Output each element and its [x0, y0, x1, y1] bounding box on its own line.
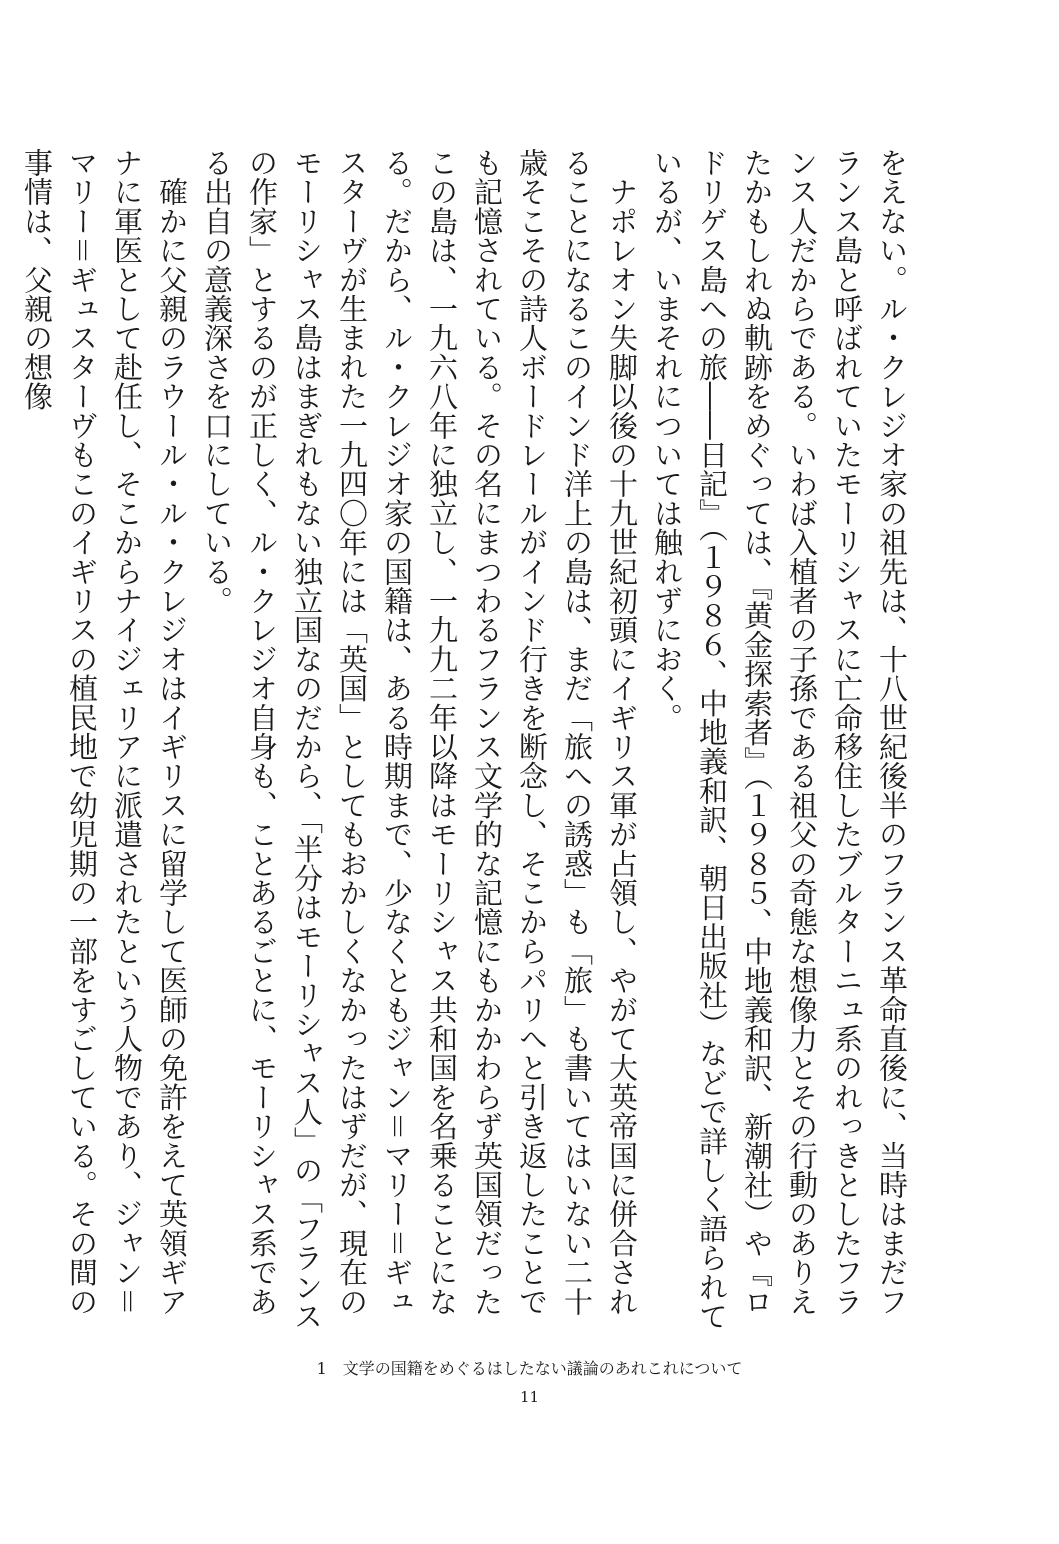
chapter-number: 1 — [316, 1359, 327, 1378]
running-footer — [0, 1358, 1059, 1380]
paragraph-3: 確かに父親のラウール・ル・クレジオはイギリスに留学して医師の免許をえて英領ギアナに軍医として赴任し、そこからナイジェリアに派遣されたという人物であり、ジャン＝マリー＝ギュスターヴもこのイギリスの植民地で幼児期の一部をすごしている。その間の事情は、父親の想像 — [20, 148, 189, 1316]
chapter-title: 文学の国籍をめぐるはしたない議論のあれこれについて — [342, 1359, 743, 1378]
paragraph-1: をえない。ル・クレジオ家の祖先は、十八世紀後半のフランス革命直後に、当時はまだフランス島と呼ばれていたモーリシャスに亡命移住したブルターニュ系のれっきとしたフランス人だからである。いわば入植者の子孫である祖父の奇態な想像力とその行動のありえたかもしれぬ軌跡をめぐっては、『黄金探索者』（１９８５、中地義和訳、新潮社）や『ロドリゲス島への旅――日記』（１９８６、中地義和訳、朝日出版社）などで詳しく語られているが、いまそれについては触れずにおく。 — [650, 148, 909, 1331]
page-number: 11 — [519, 1388, 540, 1406]
paragraph-2: ナポレオン失脚以後の十九世紀初頭にイギリス軍が占領し、やがて大英帝国に併合されることになるこのインド洋上の島は、まだ「旅への誘惑」も「旅」も書いてはいない二十歳そこその詩人ボードレールがインド行きを断念し、そこからパリへと引き返したことでも記憶されている。その名にまつわるフランス文学的な記憶にもかかわらず英国領だったこの島は、一九六八年に独立し、一九九二年以降はモーリシャス共和国を名乗ることになる。だから、ル・クレジオ家の国籍は、ある時期まで、少なくともジャン＝マリー＝ギュスターヴが生まれた一九四〇年には「英国」としてもおかしくなかったはずだが、現在のモーリシャス島はまぎれもない独立国なのだから、「半分はモーリシャス人」の「フランスの作家」とするのが正しく、ル・クレジオ自身も、ことあるごとに、モーリシャス系である出自の意義深さを口にしている。 — [200, 148, 639, 1331]
vertical-text-body — [20, 148, 914, 1338]
